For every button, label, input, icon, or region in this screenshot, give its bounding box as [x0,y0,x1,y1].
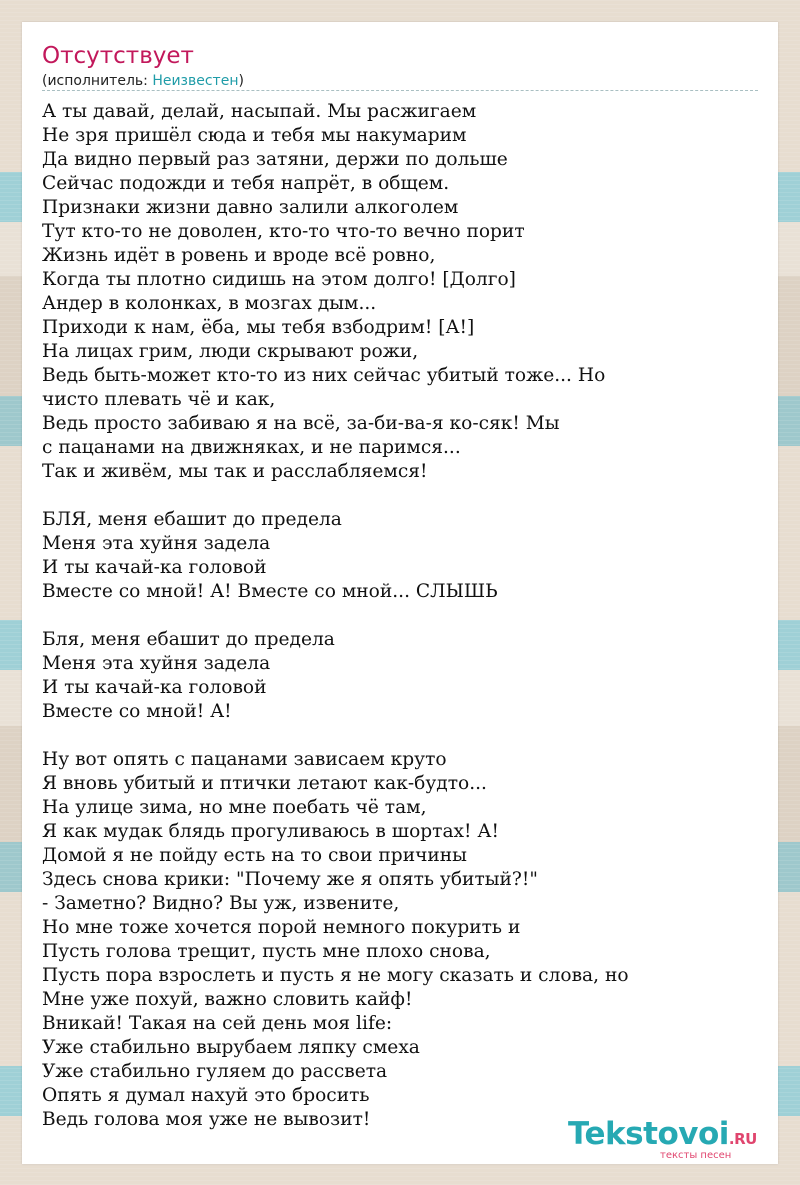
logo-name: Tekstovoi [568,1116,729,1152]
lyric-line: Пусть пора взрослеть и пусть я не могу сказать и слова, но [42,965,629,986]
lyric-line: Здесь снова крики: "Почему же я опять убитый?!" [42,869,538,890]
lyrics-stanza [42,100,758,484]
lyric-line: Ну вот опять с пацанами зависаем круто [42,749,447,770]
lyric-line: Я как мудак блядь прогуливаюсь в шортах! А! [42,821,499,842]
lyric-line: Вместе со мной! А! [42,701,232,722]
lyric-line: Тут кто-то не доволен, кто-то что-то вечно порит [42,221,525,242]
logo-tld: .RU [728,1130,757,1148]
lyric-line: И ты качай-ка головой [42,677,267,698]
lyrics-stanza [42,508,758,604]
lyric-line: Домой я не пойду есть на то свои причины [42,845,467,866]
lyric-line: - Заметно? Видно? Вы уж, извените, [42,893,400,914]
lyric-line: И ты качай-ка головой [42,557,267,578]
lyric-line: Бля, меня ебашит до предела [42,629,335,650]
lyric-line: Признаки жизни давно залили алкоголем [42,197,459,218]
artist-suffix: ) [238,73,244,89]
lyrics-card [22,22,778,1164]
lyric-line: Меня эта хуйня задела [42,653,271,674]
lyric-line: Вместе со мной! А! Вместе со мной... СЛЫШЬ [42,581,498,602]
lyric-line: БЛЯ, меня ебашит до предела [42,509,342,530]
lyrics-stanza [42,628,758,724]
lyric-line: На улице зима, но мне поебать чё там, [42,797,427,818]
logo-tagline: тексты песен [660,1150,732,1161]
lyric-line: с пацанами на движняках, и не паримся... [42,437,461,458]
song-title: Отсутствует [42,43,194,69]
artist-prefix: (исполнитель: [42,73,153,89]
lyric-line: Вникай! Такая на сей день моя life: [42,1013,393,1034]
lyric-line: Ведь голова моя уже не вывозит! [42,1109,371,1130]
lyric-line: Ведь просто забиваю я на всё, за-би-ва-я ко-сяк! Мы [42,413,560,434]
header-divider [42,90,758,91]
lyric-line: Приходи к нам, ёба, мы тебя взбодрим! [А!] [42,317,475,338]
artist-link[interactable]: Неизвестен [152,73,239,89]
artist-line [42,72,244,90]
lyric-line: Так и живём, мы так и расслабляемся! [42,461,428,482]
lyric-line: Ведь быть-может кто-то из них сейчас убитый тоже... Но [42,365,606,386]
lyric-line: А ты давай, делай, насыпай. Мы расжигаем [42,101,477,122]
lyric-line: Да видно первый раз затяни, держи по дольше [42,149,508,170]
lyric-line: Меня эта хуйня задела [42,533,271,554]
lyric-line: Уже стабильно гуляем до рассвета [42,1061,388,1082]
site-logo[interactable] [568,1116,778,1166]
lyric-line: Не зря пришёл сюда и тебя мы накумарим [42,125,467,146]
lyrics-body [42,100,758,1132]
lyric-line: Уже стабильно вырубаем ляпку смеха [42,1037,420,1058]
lyric-line: чисто плевать чё и как, [42,389,276,410]
lyric-line: Но мне тоже хочется порой немного покурить и [42,917,521,938]
lyric-line: Я вновь убитый и птички летают как-будто... [42,773,487,794]
lyric-line: Когда ты плотно сидишь на этом долго! [Долго] [42,269,516,290]
lyric-line: Пусть голова трещит, пусть мне плохо снова, [42,941,491,962]
lyric-line: Мне уже похуй, важно словить кайф! [42,989,413,1010]
lyrics-stanza [42,748,758,1132]
lyric-line: Андер в колонках, в мозгах дым... [42,293,377,314]
lyric-line: Сейчас подожди и тебя напрёт, в общем. [42,173,450,194]
lyric-line: На лицах грим, люди скрывают рожи, [42,341,419,362]
lyric-line: Опять я думал нахуй это бросить [42,1085,370,1106]
lyric-line: Жизнь идёт в ровень и вроде всё ровно, [42,245,436,266]
